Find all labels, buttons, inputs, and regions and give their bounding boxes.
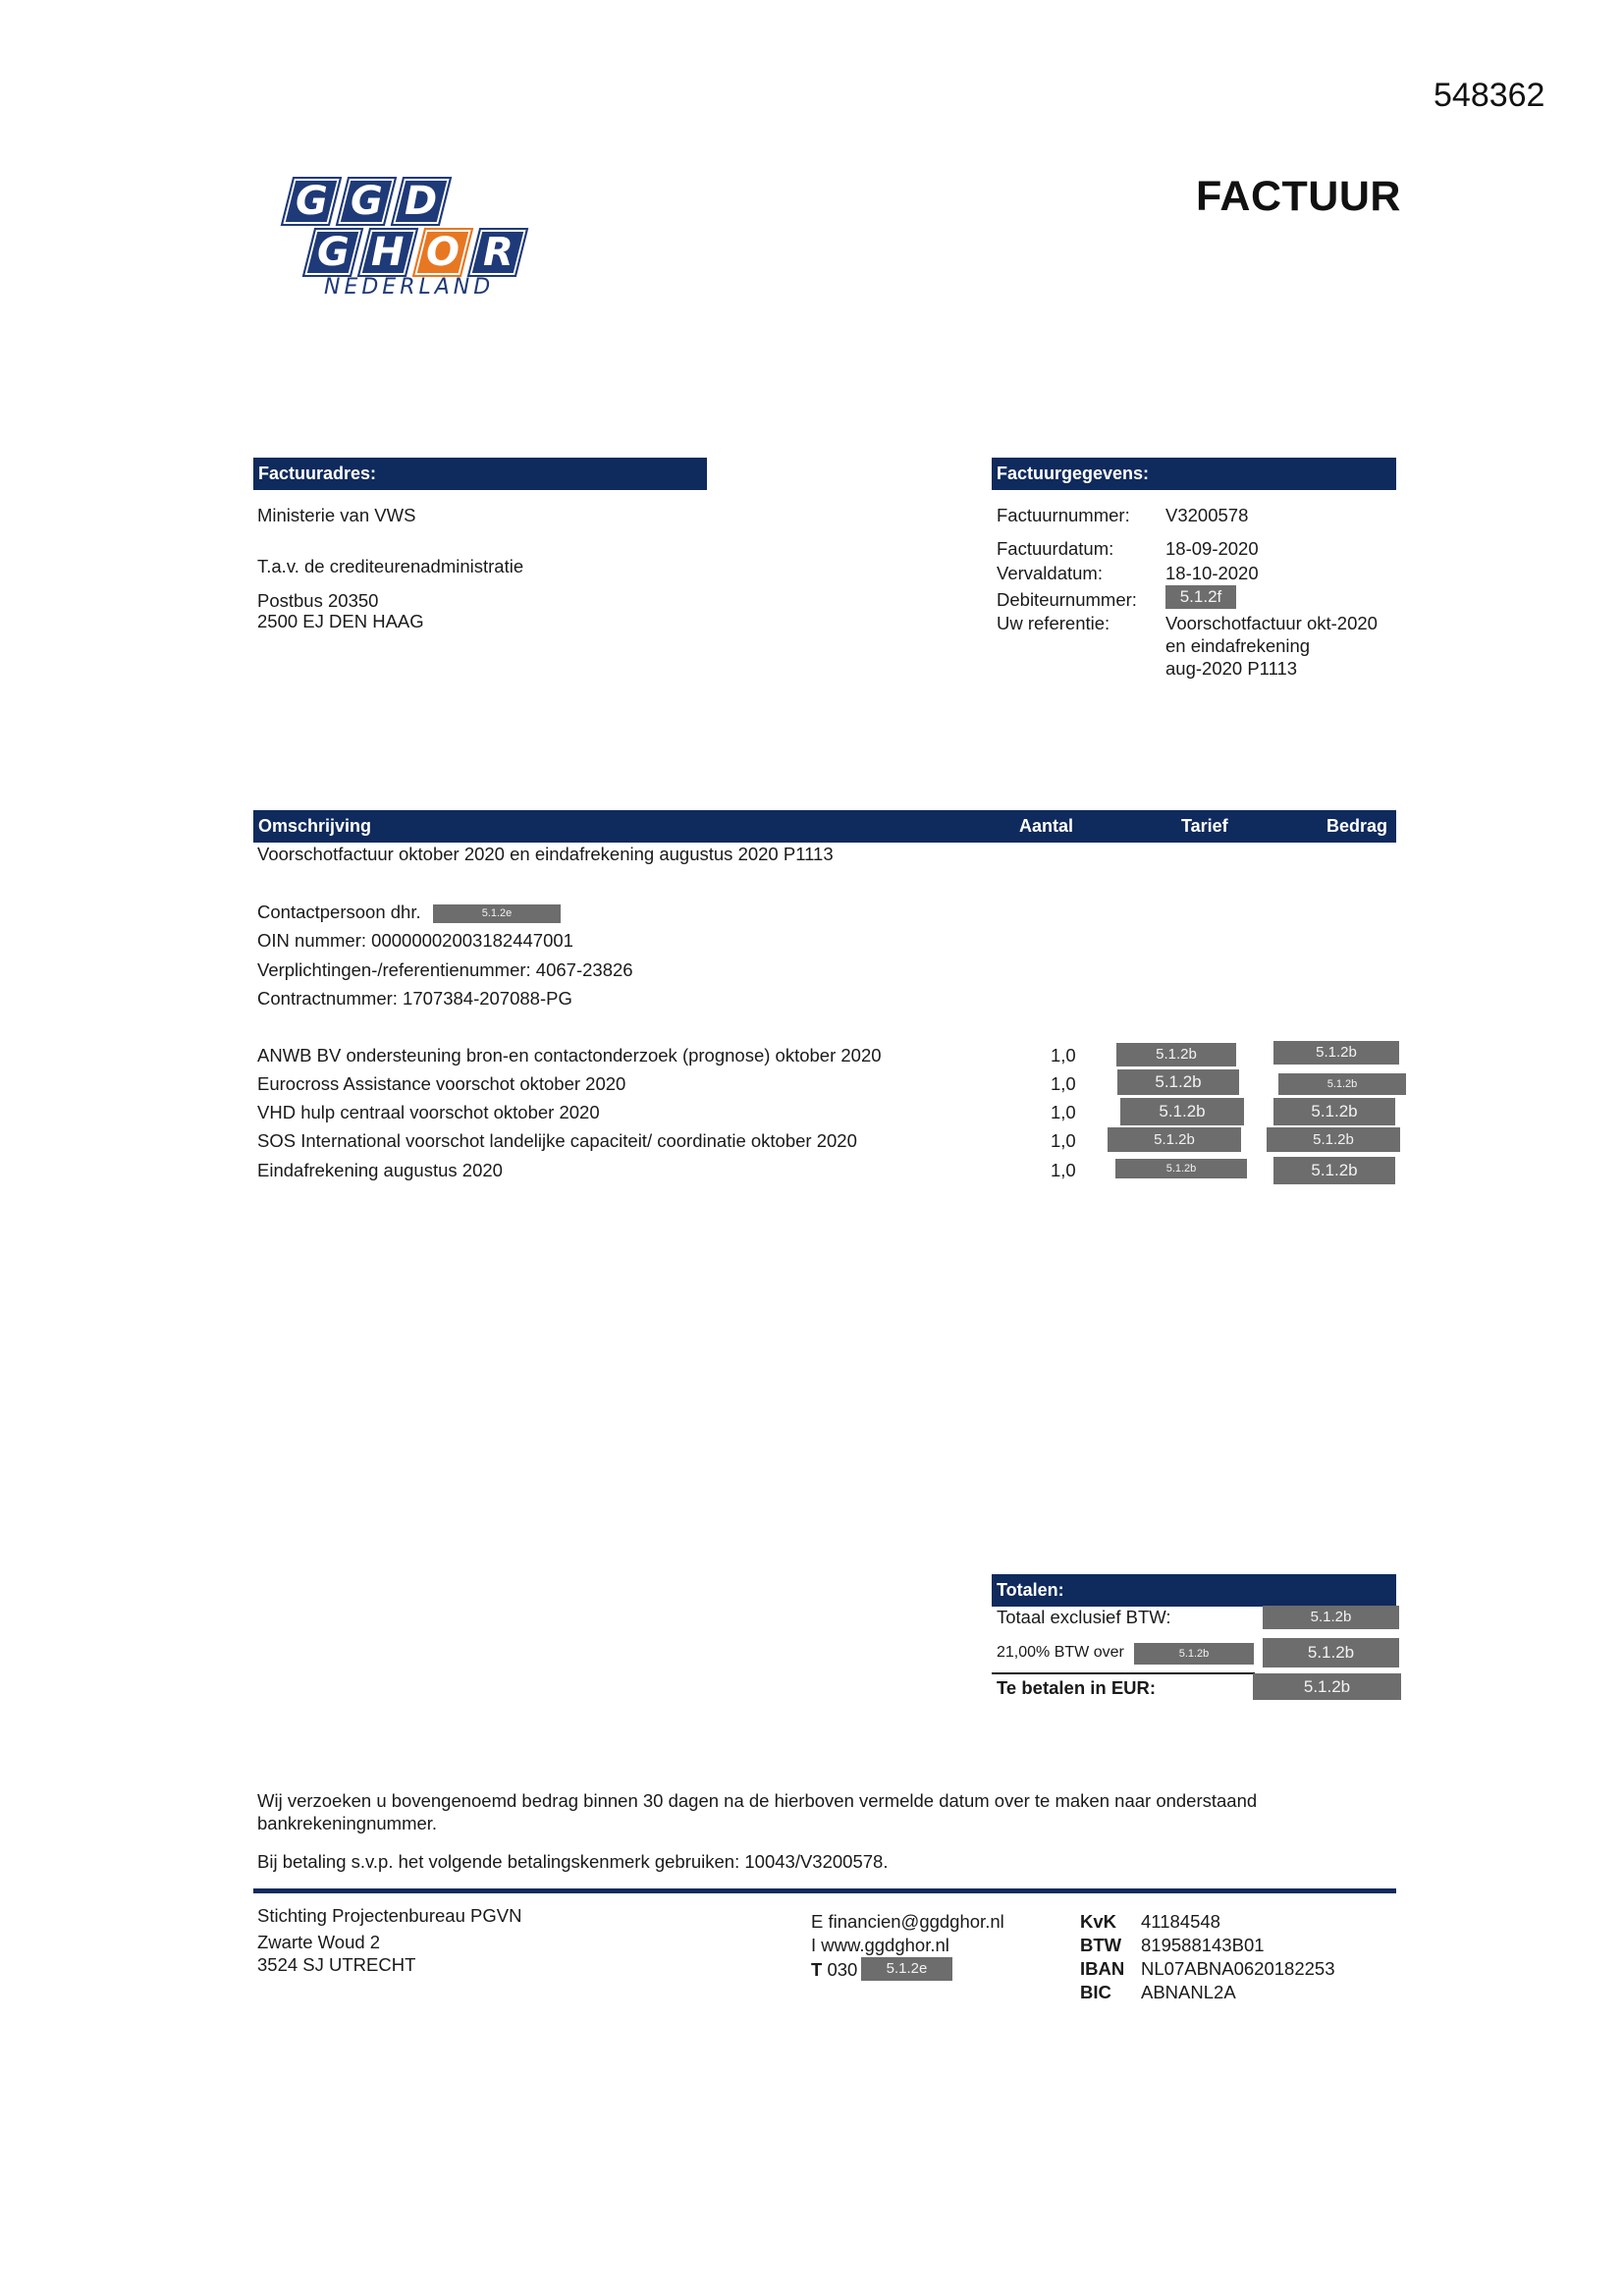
footer-phone-row xyxy=(811,1959,857,1981)
phone-redaction: 5.1.2e xyxy=(861,1957,952,1981)
totals-divider xyxy=(992,1672,1255,1674)
item-amount-redaction: 5.1.2b xyxy=(1273,1098,1395,1125)
logo-tile: G xyxy=(336,177,397,226)
col-qty: Aantal xyxy=(1019,816,1074,836)
item-qty: 1,0 xyxy=(1051,1073,1076,1094)
invoice-ref-line: en eindafrekening xyxy=(1165,635,1311,656)
contract-number: Contractnummer: 1707384-207088-PG xyxy=(257,988,572,1009)
item-qty: 1,0 xyxy=(1051,1045,1076,1066)
document-id: 548362 xyxy=(1434,77,1545,114)
total-excl-redaction: 5.1.2b xyxy=(1263,1606,1399,1629)
invoice-number-label: Factuurnummer: xyxy=(997,505,1130,525)
invoice-ref-line: aug-2020 P1113 xyxy=(1165,658,1298,679)
pay-label: Te betalen in EUR: xyxy=(997,1677,1157,1698)
phone-label: T xyxy=(811,1959,823,1980)
logo-tile: D xyxy=(391,177,452,226)
total-excl-label: Totaal exclusief BTW: xyxy=(997,1607,1171,1627)
item-rate-redaction: 5.1.2b xyxy=(1108,1127,1241,1152)
item-amount-redaction: 5.1.2b xyxy=(1273,1041,1399,1065)
kvk-label: KvK xyxy=(1080,1911,1117,1932)
footer-email-row xyxy=(811,1911,1004,1933)
payment-reference-note: Bij betaling s.v.p. het volgende betalingskenmerk gebruiken: 10043/V3200578. xyxy=(257,1851,889,1872)
footer-web-row xyxy=(811,1935,949,1956)
item-qty: 1,0 xyxy=(1051,1160,1076,1180)
invoice-debtor-label: Debiteurnummer: xyxy=(997,589,1137,610)
email-link[interactable]: financien@ggdghor.nl xyxy=(828,1911,1004,1932)
contact-label: Contactpersoon dhr. xyxy=(257,902,421,922)
item-rate-redaction: 5.1.2b xyxy=(1115,1159,1247,1178)
logo-row-top xyxy=(287,177,452,226)
address-header: Factuuradres: xyxy=(253,458,707,490)
item-description: VHD hulp centraal voorschot oktober 2020 xyxy=(257,1102,600,1122)
address-city: 2500 EJ DEN HAAG xyxy=(257,611,424,631)
web-link[interactable]: www.ggdghor.nl xyxy=(821,1935,949,1955)
item-qty: 1,0 xyxy=(1051,1130,1076,1151)
invoice-number: V3200578 xyxy=(1165,505,1249,525)
item-rate-redaction: 5.1.2b xyxy=(1116,1043,1236,1066)
logo-row-bottom xyxy=(308,228,528,277)
invoice-ref-line: Voorschotfactuur okt-2020 xyxy=(1165,613,1378,633)
col-amount: Bedrag xyxy=(1326,816,1388,836)
web-label: I xyxy=(811,1935,817,1955)
iban-label: IBAN xyxy=(1080,1958,1125,1979)
footer-street: Zwarte Woud 2 xyxy=(257,1932,381,1952)
logo-tile: G xyxy=(302,228,363,277)
logo-tile: R xyxy=(467,228,528,277)
lines-intro: Voorschotfactuur oktober 2020 en eindafrekening augustus 2020 P1113 xyxy=(257,844,834,864)
logo-tile-orange: O xyxy=(412,228,473,277)
phone-prefix: 030 xyxy=(827,1959,858,1980)
vat-redaction: 5.1.2b xyxy=(1263,1638,1399,1667)
oin-number: OIN nummer: 00000002003182447001 xyxy=(257,930,573,951)
invoice-date-label: Factuurdatum: xyxy=(997,538,1114,559)
invoice-date: 18-09-2020 xyxy=(1165,538,1259,559)
vat-base-redaction: 5.1.2b xyxy=(1134,1643,1254,1665)
item-rate-redaction: 5.1.2b xyxy=(1117,1069,1239,1095)
page-title: FACTUUR xyxy=(1196,173,1401,220)
payment-note: Wij verzoeken u bovengenoemd bedrag binnen 30 dagen na de hierboven vermelde datum over te maken naar onderstaand xyxy=(257,1790,1258,1811)
item-description: Eurocross Assistance voorschot oktober 2020 xyxy=(257,1073,626,1094)
col-rate: Tarief xyxy=(1181,816,1228,836)
address-attn: T.a.v. de crediteurenadministratie xyxy=(257,556,524,576)
footer-city: 3524 SJ UTRECHT xyxy=(257,1954,416,1975)
logo-tile: G xyxy=(281,177,342,226)
totals-header: Totalen: xyxy=(992,1574,1396,1607)
bic-label: BIC xyxy=(1080,1982,1111,2002)
invoice-due-label: Vervaldatum: xyxy=(997,563,1103,583)
address-name: Ministerie van VWS xyxy=(257,505,416,525)
address-postbus: Postbus 20350 xyxy=(257,590,379,611)
ggd-ghor-logo xyxy=(273,173,514,305)
item-amount-redaction: 5.1.2b xyxy=(1273,1157,1395,1184)
item-rate-redaction: 5.1.2b xyxy=(1120,1098,1244,1125)
btw-value: 819588143B01 xyxy=(1141,1935,1265,1955)
col-description: Omschrijving xyxy=(258,816,372,836)
logo-tile: H xyxy=(357,228,418,277)
invoice-header: Factuurgegevens: xyxy=(992,458,1396,490)
email-label: E xyxy=(811,1911,824,1932)
item-description: SOS International voorschot landelijke capaciteit/ coordinatie oktober 2020 xyxy=(257,1130,857,1151)
debtor-redaction: 5.1.2f xyxy=(1165,585,1236,609)
footer-divider xyxy=(253,1888,1396,1893)
item-qty: 1,0 xyxy=(1051,1102,1076,1122)
payment-note: bankrekeningnummer. xyxy=(257,1813,438,1833)
btw-label: BTW xyxy=(1080,1935,1122,1955)
commitment-number: Verplichtingen-/referentienummer: 4067-23826 xyxy=(257,959,633,980)
kvk-value: 41184548 xyxy=(1141,1911,1220,1932)
item-description: Eindafrekening augustus 2020 xyxy=(257,1160,503,1180)
invoice-due: 18-10-2020 xyxy=(1165,563,1259,583)
bic-value: ABNANL2A xyxy=(1141,1982,1236,2002)
pay-redaction: 5.1.2b xyxy=(1253,1673,1401,1700)
item-amount-redaction: 5.1.2b xyxy=(1267,1127,1400,1152)
iban-value: NL07ABNA0620182253 xyxy=(1141,1958,1335,1979)
footer-org: Stichting Projectenbureau PGVN xyxy=(257,1905,522,1926)
logo-subtitle: NEDERLAND xyxy=(324,275,495,300)
vat-label: 21,00% BTW over xyxy=(997,1644,1124,1661)
invoice-ref-label: Uw referentie: xyxy=(997,613,1110,633)
item-amount-redaction: 5.1.2b xyxy=(1278,1073,1406,1095)
contact-redaction: 5.1.2e xyxy=(433,904,561,923)
item-description: ANWB BV ondersteuning bron-en contactonderzoek (prognose) oktober 2020 xyxy=(257,1045,882,1066)
